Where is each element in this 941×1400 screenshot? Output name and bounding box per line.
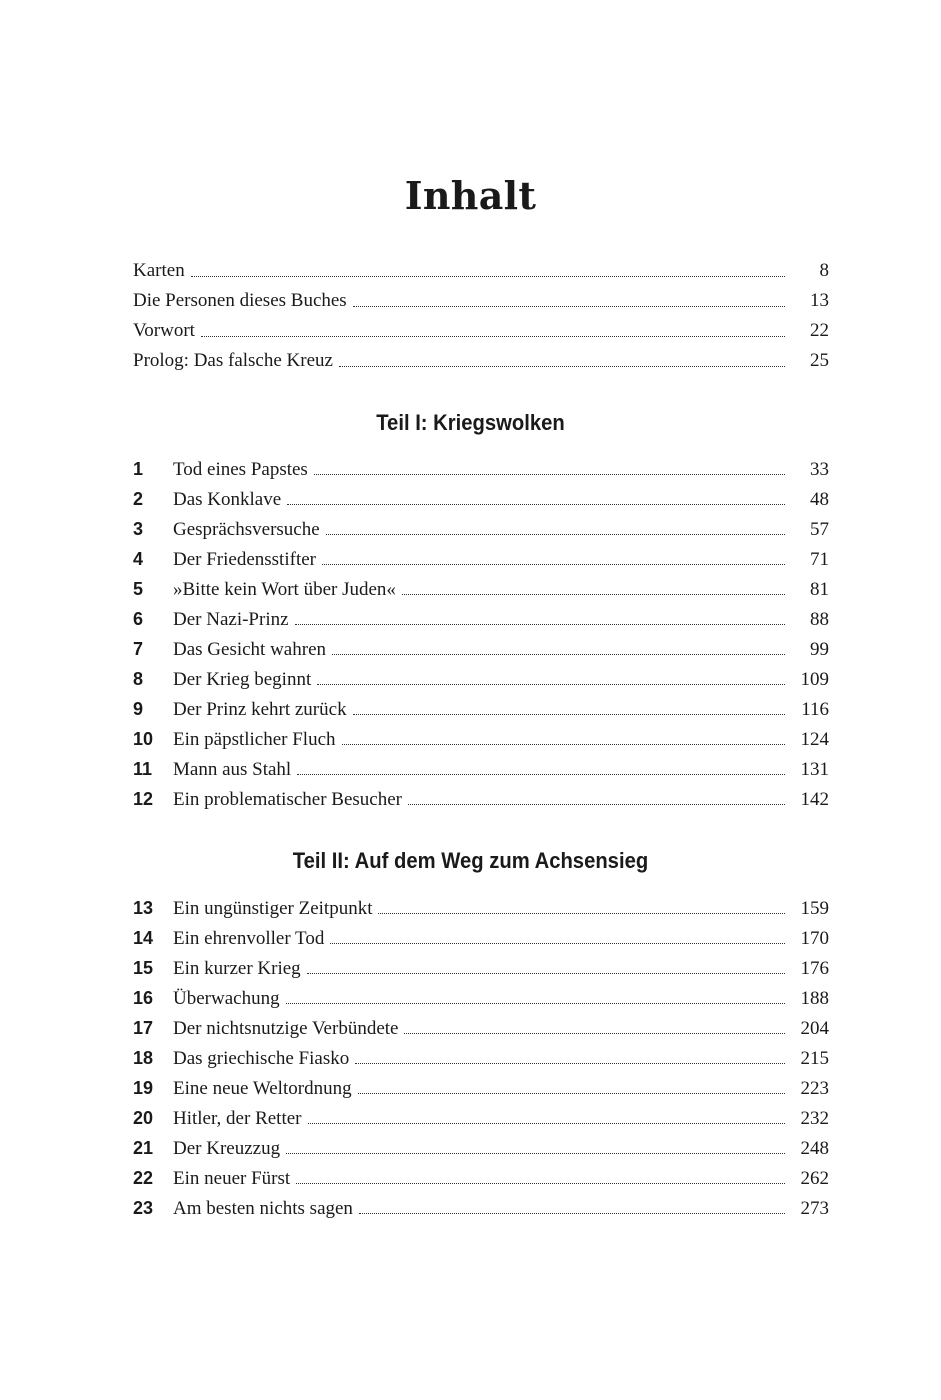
toc-entry xyxy=(133,754,829,784)
toc-entry xyxy=(133,1043,829,1073)
toc-entry xyxy=(133,1103,829,1133)
toc-entry xyxy=(133,286,829,316)
dot-leader xyxy=(353,305,785,307)
toc-entry xyxy=(133,454,829,484)
chapter-number: 10 xyxy=(133,729,154,749)
dot-leader xyxy=(355,1062,785,1064)
chapter-number: 22 xyxy=(133,1168,154,1188)
chapter-number: 4 xyxy=(133,549,144,569)
dot-leader xyxy=(378,912,785,914)
dot-leader xyxy=(201,335,785,337)
entry-title: Das Gesicht wahren xyxy=(173,639,327,660)
toc-entry xyxy=(133,634,829,664)
entry-title: Tod eines Papstes xyxy=(173,459,308,480)
page-number: 88 xyxy=(810,609,829,630)
chapter-number: 7 xyxy=(133,639,144,659)
page-number: 13 xyxy=(810,290,829,311)
entry-title: Ein neuer Fürst xyxy=(173,1168,291,1189)
chapter-number: 1 xyxy=(133,459,144,479)
toc-entry xyxy=(133,923,829,953)
toc-entry xyxy=(133,983,829,1013)
entry-title: Der Krieg beginnt xyxy=(173,669,312,690)
chapter-number: 2 xyxy=(133,489,144,509)
entry-title: »Bitte kein Wort über Juden« xyxy=(173,579,396,600)
dot-leader xyxy=(191,275,785,277)
entry-title: Hitler, der Retter xyxy=(173,1108,302,1129)
toc-entry xyxy=(133,316,829,346)
toc-entry xyxy=(133,574,829,604)
dot-leader xyxy=(332,653,785,655)
chapter-number: 3 xyxy=(133,519,144,539)
entry-title: Der Kreuzzug xyxy=(173,1138,281,1159)
entry-title: Der nichtsnutzige Verbündete xyxy=(173,1018,399,1039)
chapter-number: 16 xyxy=(133,988,154,1008)
chapter-number: 21 xyxy=(133,1138,154,1158)
toc-entry xyxy=(133,953,829,983)
dot-leader xyxy=(359,1212,785,1214)
chapter-list xyxy=(133,893,829,1223)
page-number: 159 xyxy=(800,898,829,919)
page-number: 71 xyxy=(810,549,829,570)
page-number: 262 xyxy=(800,1168,829,1189)
page-number: 22 xyxy=(810,320,829,341)
dot-leader xyxy=(308,1122,786,1124)
entry-title: Der Friedensstifter xyxy=(173,549,316,570)
page-number: 223 xyxy=(800,1078,829,1099)
chapter-number: 5 xyxy=(133,579,144,599)
chapter-number: 12 xyxy=(133,789,154,809)
entry-title: Überwachung xyxy=(173,988,280,1009)
entry-title: Ein problematischer Besucher xyxy=(173,789,402,810)
dot-leader xyxy=(314,473,785,475)
page-title: Inhalt xyxy=(404,173,537,218)
dot-leader xyxy=(330,942,785,944)
toc-entry xyxy=(133,346,829,376)
toc-entry xyxy=(133,694,829,724)
entry-title: Prolog: Das falsche Kreuz xyxy=(133,350,333,371)
chapter-number: 8 xyxy=(133,669,144,689)
page-number: 170 xyxy=(800,928,829,949)
page-number: 188 xyxy=(800,988,829,1009)
page-number: 99 xyxy=(810,639,829,660)
toc-entry xyxy=(133,544,829,574)
chapter-number: 9 xyxy=(133,699,144,719)
dot-leader xyxy=(339,365,785,367)
toc-entry xyxy=(133,1073,829,1103)
page-number: 8 xyxy=(819,260,829,281)
page-number: 25 xyxy=(810,350,829,371)
entry-title: Gesprächsversuche xyxy=(173,519,320,540)
toc-entry xyxy=(133,604,829,634)
page-number: 109 xyxy=(800,669,829,690)
chapter-number: 14 xyxy=(133,928,154,948)
entry-title: Das griechische Fiasko xyxy=(173,1048,350,1069)
dot-leader xyxy=(317,683,785,685)
entry-title: Ein päpstlicher Fluch xyxy=(173,729,336,750)
page-number: 248 xyxy=(800,1138,829,1159)
entry-title: Mann aus Stahl xyxy=(173,759,292,780)
toc-entry xyxy=(133,784,829,814)
chapter-number: 6 xyxy=(133,609,144,629)
chapter-list xyxy=(133,454,829,814)
page-number: 204 xyxy=(800,1018,829,1039)
dot-leader xyxy=(295,623,785,625)
chapter-number: 18 xyxy=(133,1048,154,1068)
entry-title: Karten xyxy=(133,260,185,281)
toc-entry xyxy=(133,1163,829,1193)
dot-leader xyxy=(297,773,785,775)
dot-leader xyxy=(286,1152,785,1154)
toc-entry xyxy=(133,1013,829,1043)
chapter-number: 20 xyxy=(133,1108,154,1128)
entry-title: Ein ungünstiger Zeitpunkt xyxy=(173,898,373,919)
dot-leader xyxy=(402,593,785,595)
dot-leader xyxy=(353,713,785,715)
page-number: 48 xyxy=(810,489,829,510)
dot-leader xyxy=(342,743,785,745)
page-number: 116 xyxy=(801,699,829,720)
part-title: Teil I: Kriegswolken xyxy=(376,410,565,435)
entry-title: Vorwort xyxy=(133,320,195,341)
dot-leader xyxy=(326,533,785,535)
dot-leader xyxy=(404,1032,785,1034)
chapter-number: 17 xyxy=(133,1018,154,1038)
page-number: 33 xyxy=(810,459,829,480)
toc-entry xyxy=(133,1133,829,1163)
toc-entry xyxy=(133,256,829,286)
page-number: 81 xyxy=(810,579,829,600)
part-title: Teil II: Auf dem Weg zum Achsensieg xyxy=(292,848,649,873)
chapter-number: 13 xyxy=(133,898,154,918)
entry-title: Die Personen dieses Buches xyxy=(133,290,347,311)
toc-entry xyxy=(133,893,829,923)
toc-entry xyxy=(133,514,829,544)
dot-leader xyxy=(358,1092,785,1094)
entry-title: Das Konklave xyxy=(173,489,282,510)
page-number: 57 xyxy=(810,519,829,540)
chapter-number: 11 xyxy=(133,759,153,779)
dot-leader xyxy=(296,1182,785,1184)
page-number: 232 xyxy=(800,1108,829,1129)
dot-leader xyxy=(286,1002,785,1004)
toc-entry xyxy=(133,664,829,694)
entry-title: Der Nazi-Prinz xyxy=(173,609,289,630)
dot-leader xyxy=(307,972,785,974)
chapter-number: 23 xyxy=(133,1198,154,1218)
page-number: 176 xyxy=(800,958,829,979)
dot-leader xyxy=(408,803,785,805)
page-number: 273 xyxy=(800,1198,829,1219)
toc-entry xyxy=(133,1193,829,1223)
page-number: 131 xyxy=(800,759,829,780)
entry-title: Der Prinz kehrt zurück xyxy=(173,699,347,720)
front-matter-list xyxy=(133,256,829,376)
chapter-number: 19 xyxy=(133,1078,154,1098)
entry-title: Am besten nichts sagen xyxy=(173,1198,353,1219)
entry-title: Ein ehrenvoller Tod xyxy=(173,928,325,949)
toc-entry xyxy=(133,724,829,754)
toc-entry xyxy=(133,484,829,514)
page-number: 142 xyxy=(800,789,829,810)
entry-title: Ein kurzer Krieg xyxy=(173,958,301,979)
page-number: 124 xyxy=(800,729,829,750)
dot-leader xyxy=(287,503,785,505)
dot-leader xyxy=(322,563,785,565)
entry-title: Eine neue Weltordnung xyxy=(173,1078,352,1099)
page-number: 215 xyxy=(800,1048,829,1069)
chapter-number: 15 xyxy=(133,958,154,978)
